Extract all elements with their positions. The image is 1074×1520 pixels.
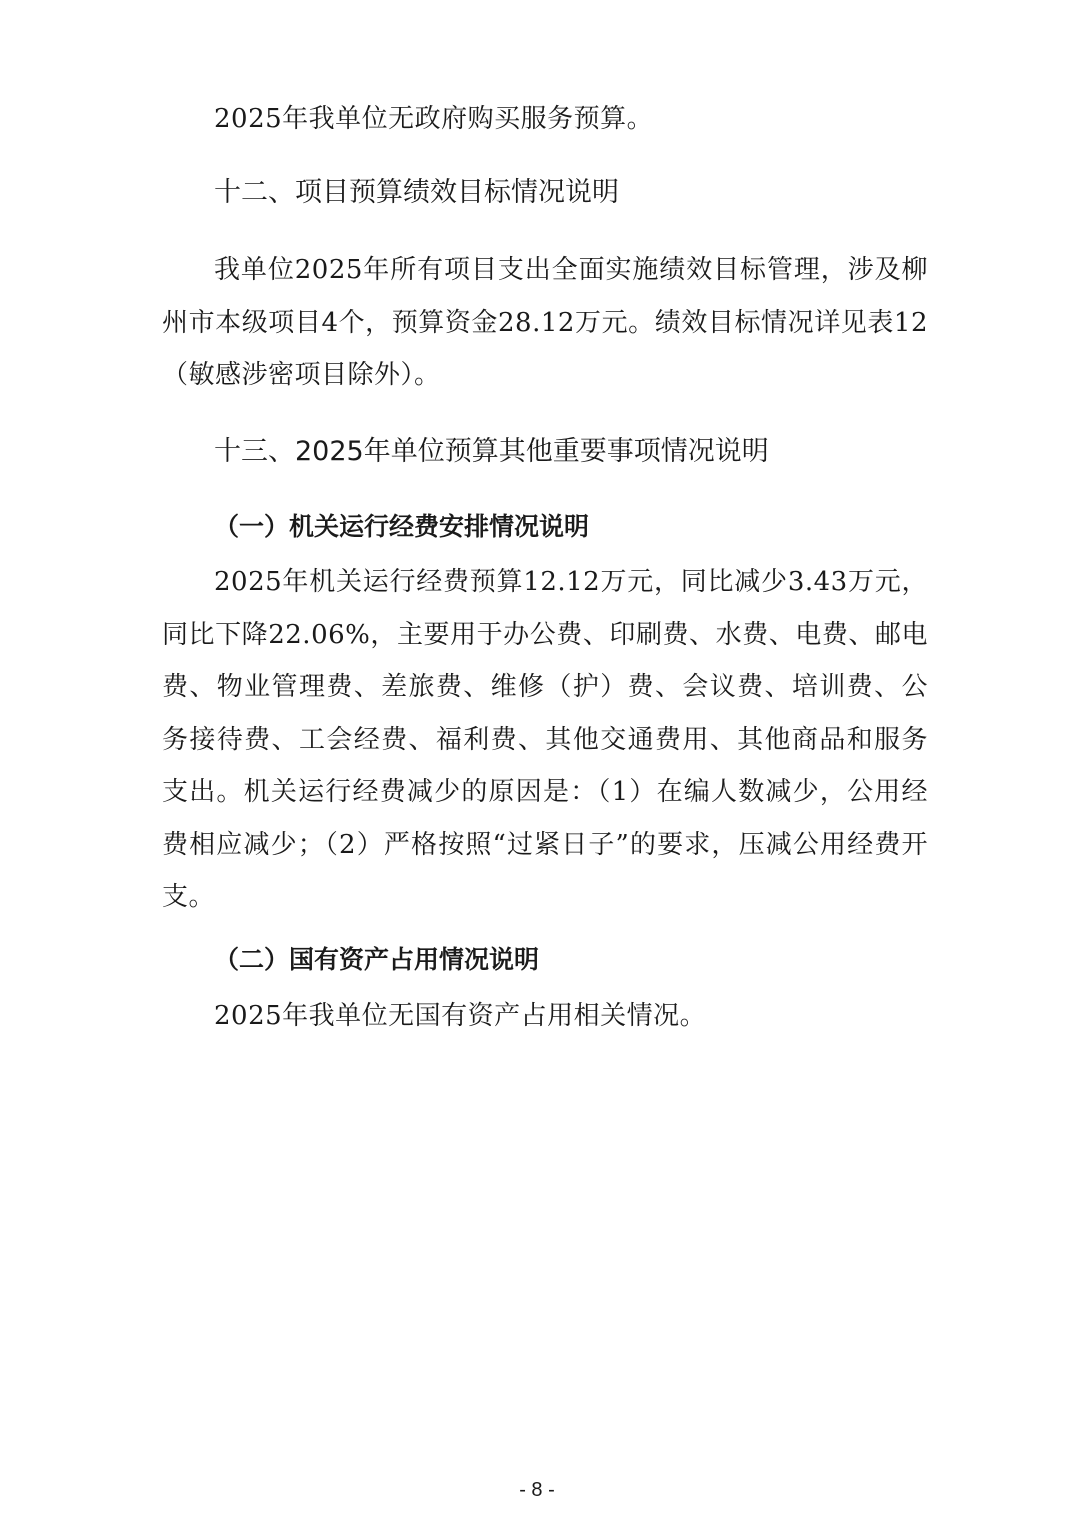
paragraph-performance-goals: 我单位2025年所有项目支出全面实施绩效目标管理，涉及柳州市本级项目4个，预算资金28.12万元。绩效目标情况详见表12（敏感涉密项目除外）。	[162, 255, 928, 390]
paragraph-state-assets: 2025年我单位无国有资产占用相关情况。	[214, 1001, 707, 1031]
subsection-heading-operating-expenses: （一）机关运行经费安排情况说明	[214, 512, 590, 541]
page-number: - 8 -	[519, 1479, 555, 1501]
section-heading-12: 十二、项目预算绩效目标情况说明	[214, 177, 619, 208]
paragraph-operating-expenses: 2025年机关运行经费预算12.12万元，同比减少3.43万元，同比下降22.06%，主要用于办公费、印刷费、水费、电费、邮电费、物业管理费、差旅费、维修（护）费、会议费、培训费、公务接待费、工会经费、福利费、其他交通费用、其他商品和服务支出。机关运行经费减少的原因是：（1）在编人数减少，公用经费相应减少；（2）严格按照“过紧日子”的要求，压减公用经费开支。	[162, 567, 928, 912]
paragraph-procurement: 2025年我单位无政府购买服务预算。	[214, 104, 654, 134]
section-heading-13: 十三、2025年单位预算其他重要事项情况说明	[214, 436, 769, 467]
subsection-heading-state-assets: （二）国有资产占用情况说明	[214, 945, 540, 974]
